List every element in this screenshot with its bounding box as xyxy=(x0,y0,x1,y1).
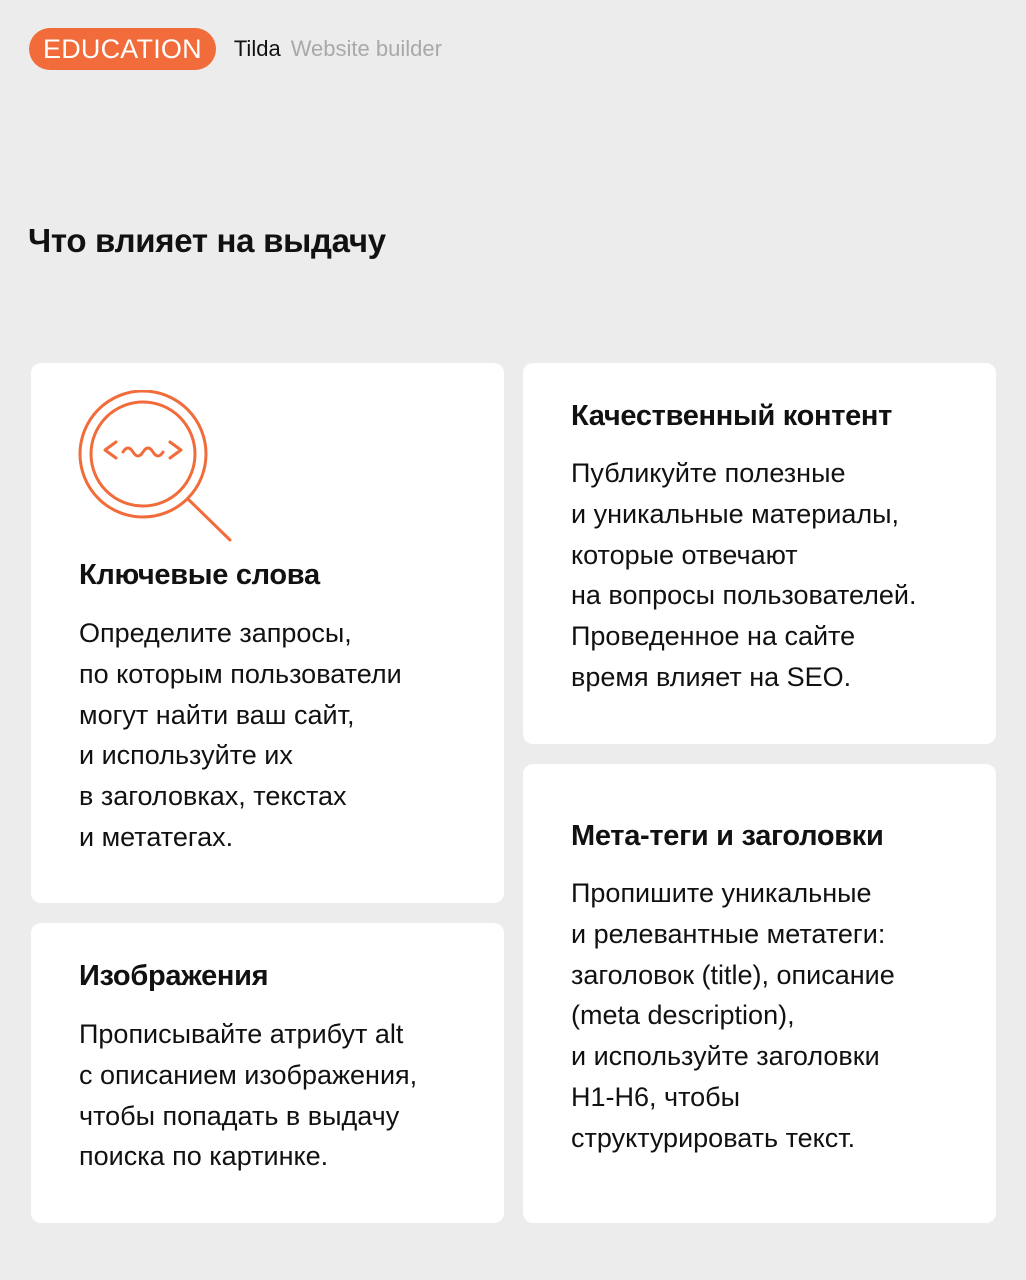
card-keywords xyxy=(31,363,504,903)
card-images-text: Прописывайте атрибут alt с описанием изображения, чтобы попадать в выдачу поиска по картинке. xyxy=(79,1019,418,1172)
card-keywords-title: Ключевые слова xyxy=(79,559,320,591)
card-images xyxy=(31,923,504,1223)
card-content-title: Качественный контент xyxy=(571,400,893,432)
card-keywords-text: Определите запросы, по которым пользователи могут найти ваш сайт, и используйте их в заголовках, текстах и метатегах. xyxy=(79,618,402,852)
card-meta-title: Мета-теги и заголовки xyxy=(571,820,884,852)
magnifier-code-icon xyxy=(77,390,237,545)
brand-name: Tilda xyxy=(233,36,281,61)
card-meta-text: Пропишите уникальные и релевантные метатеги: заголовок (title), описание (meta description), и используйте заголовки H1-H6, чтобы структурировать текст. xyxy=(571,878,895,1153)
header xyxy=(29,28,442,70)
brand-tagline: Website builder xyxy=(290,36,442,61)
education-badge: EDUCATION xyxy=(29,28,216,70)
page-title: Что влияет на выдачу xyxy=(28,222,386,259)
card-meta xyxy=(523,764,996,1223)
card-content xyxy=(523,363,996,744)
card-content-text: Публикуйте полезные и уникальные материалы, которые отвечают на вопросы пользователей. Проведенное на сайте время влияет на SEO. xyxy=(571,458,917,692)
card-images-title: Изображения xyxy=(79,960,269,992)
